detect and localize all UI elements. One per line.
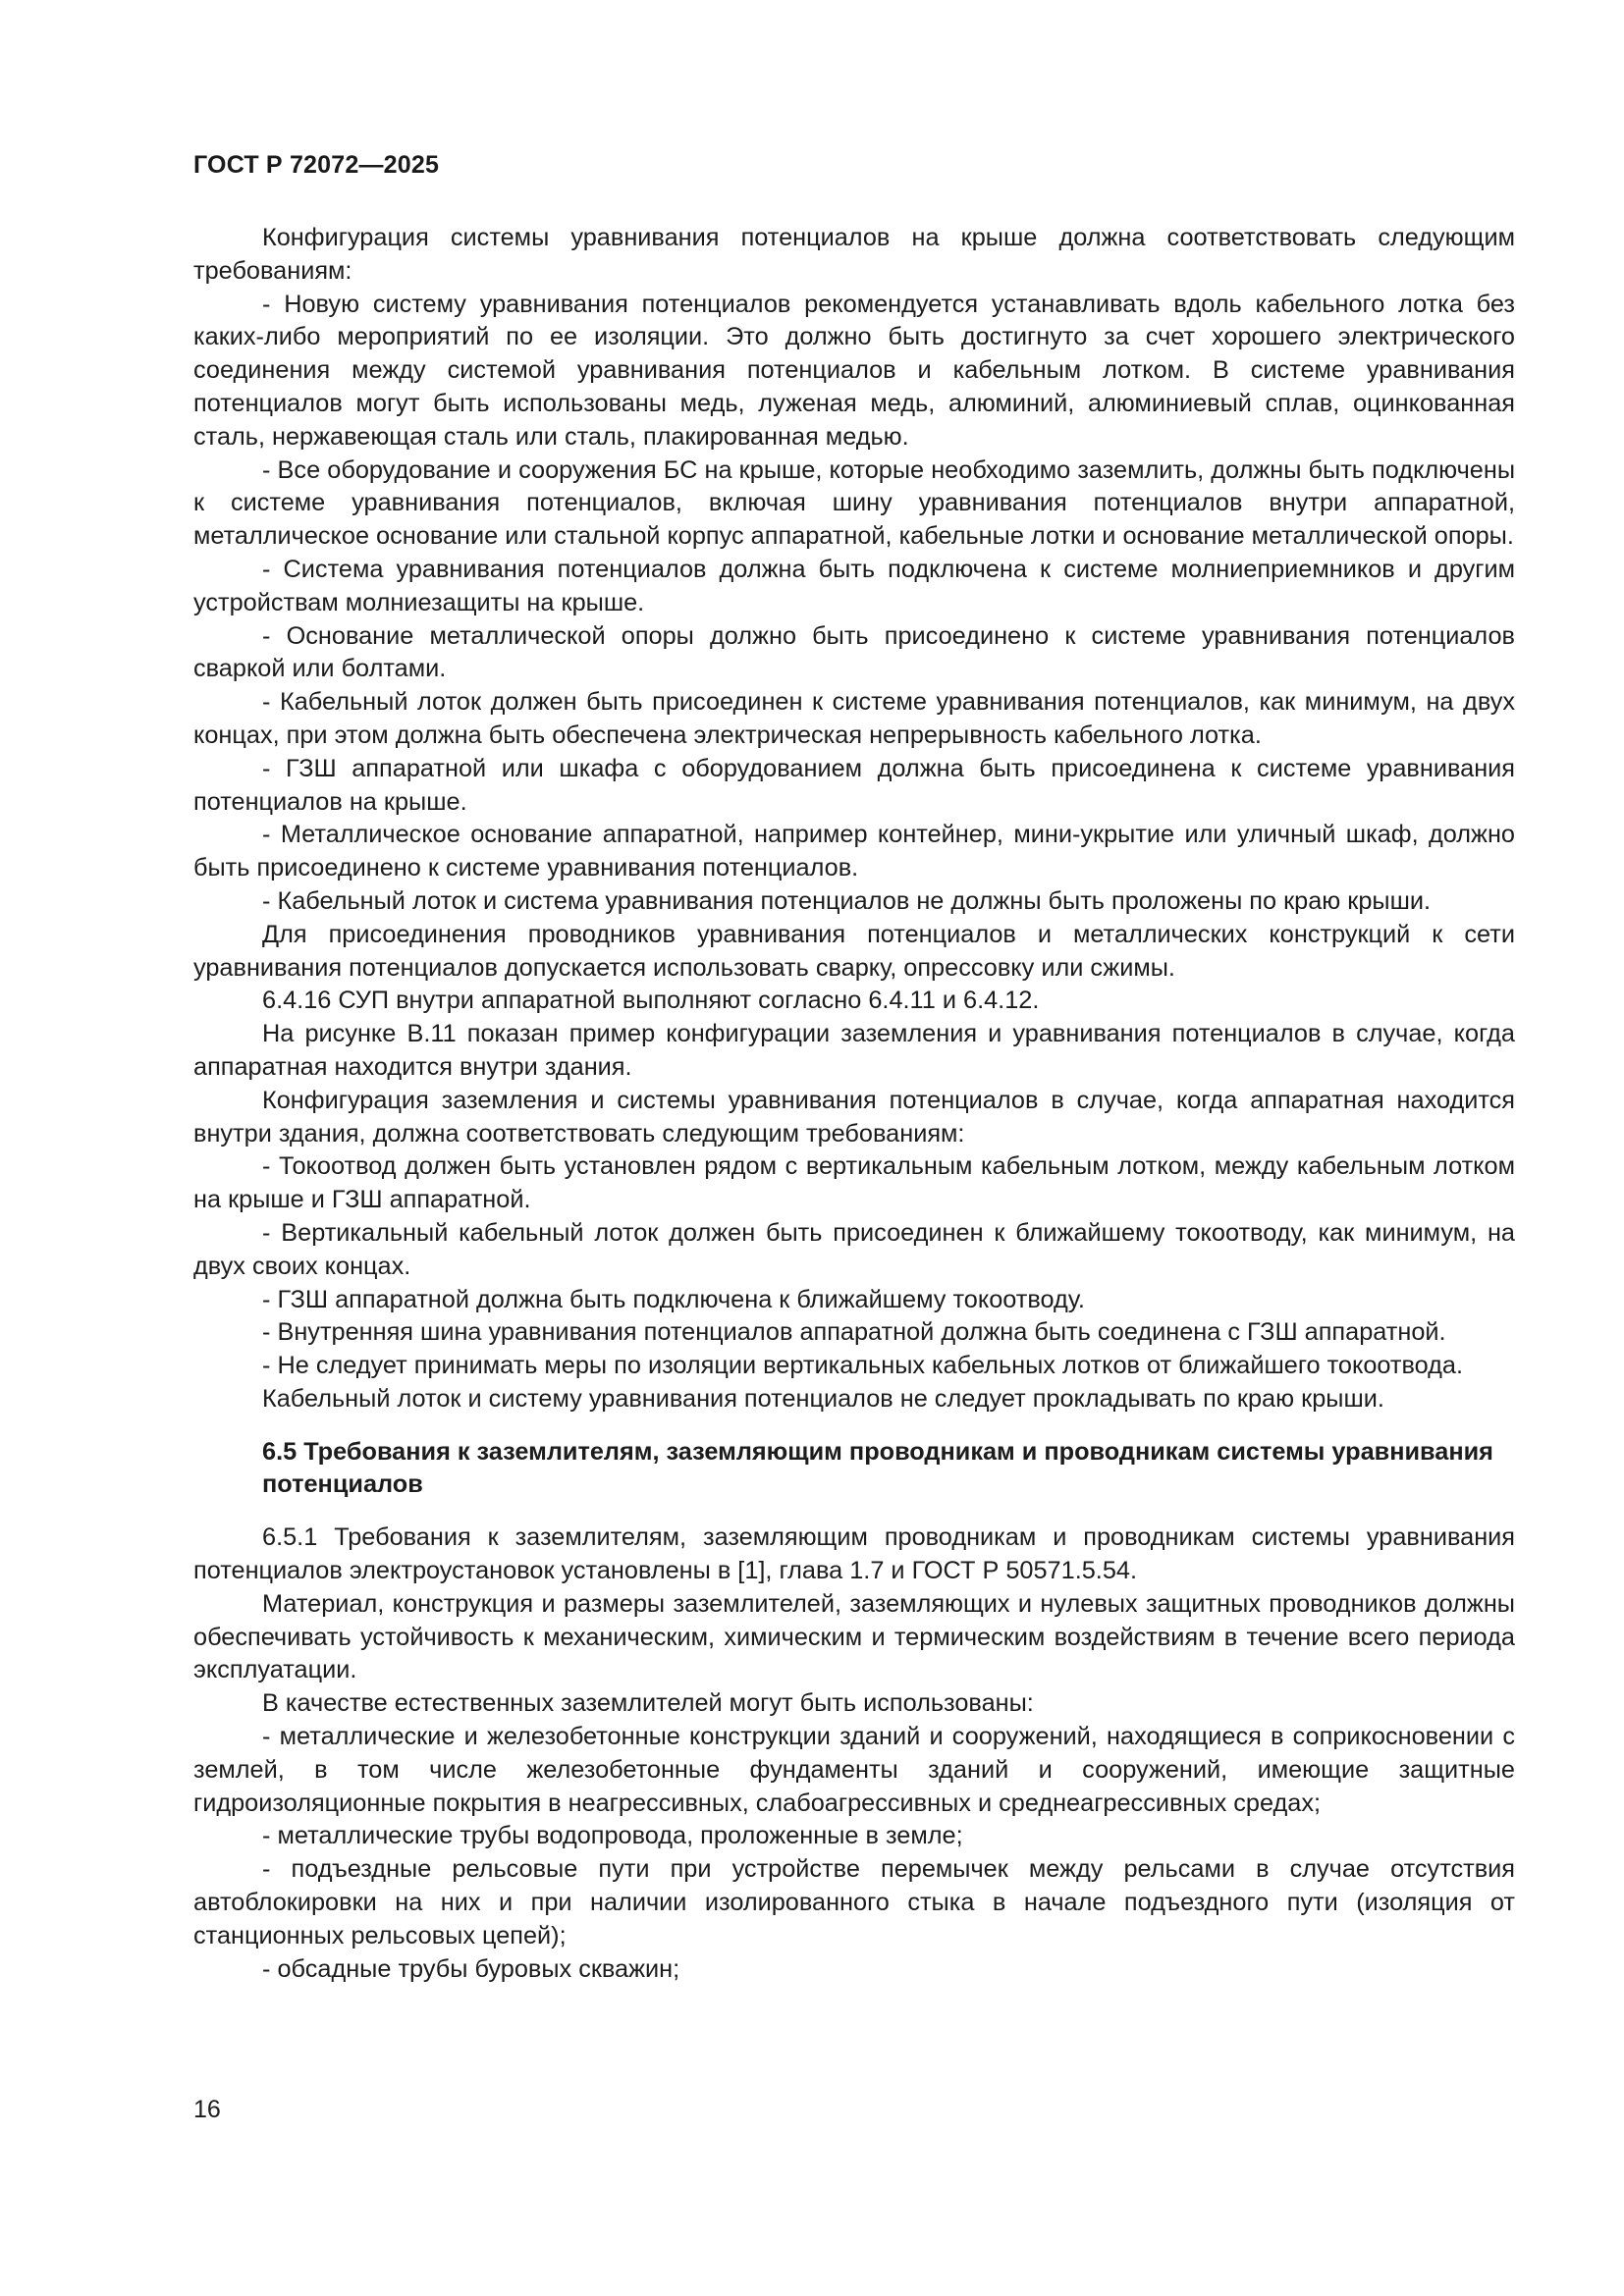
document-header: ГОСТ Р 72072—2025 [193,151,440,179]
paragraph: - обсадные трубы буровых скважин; [262,1954,680,1983]
paragraph: - Все оборудование и сооружения БС на крыше, которые необходимо заземлить, должны быть подключены к системе уравнивания потенциалов, включая шину уравнивания потенциалов внутри аппаратной, металлическое основание или стальной корпус аппаратной, кабельные лотки и основание металлической опоры. [193,455,1515,551]
paragraph: Материал, конструкция и размеры заземлителей, заземляющих и нулевых защитных проводников должны обеспечивать устойчивость к механическим, химическим и термическим воздействиям в течение всего периода эксплуатации. [193,1589,1515,1684]
paragraph: - металлические и железобетонные конструкции зданий и сооружений, находящиеся в соприкосновении с землей, в том числе железобетонные фундаменты зданий и сооружений, имеющие защитные гидроизоляционные покрытия в неагрессивных, слабоагрессивных и среднеагрессивных средах; [193,1723,1515,1817]
paragraph: - Токоотвод должен быть установлен рядом с вертикальным кабельным лотком, между кабельным лотком на крыше и ГЗШ аппаратной. [193,1152,1515,1214]
paragraph: - ГЗШ аппаратной должна быть подключена к ближайшему токоотводу. [262,1285,1085,1313]
document-body [193,222,1515,1986]
paragraph: - Вертикальный кабельный лоток должен быть присоединен к ближайшему токоотводу, как минимум, на двух своих концах. [193,1218,1515,1280]
paragraph: - металлические трубы водопровода, проложенные в земле; [262,1822,963,1850]
paragraph: - ГЗШ аппаратной или шкафа с оборудованием должна быть присоединена к системе уравнивания потенциалов на крыше. [193,754,1515,816]
paragraph: - Основание металлической опоры должно быть присоединено к системе уравнивания потенциалов сваркой или болтами. [193,621,1515,683]
paragraph: - Не следует принимать меры по изоляции вертикальных кабельных лотков от ближайшего токоотвода. [262,1352,1464,1380]
paragraph: - Новую систему уравнивания потенциалов рекомендуется устанавливать вдоль кабельного лотка без каких-либо мероприятий по ее изоляции. Это должно быть достигнуто за счет хорошего электрического соединения между системой уравнивания потенциалов и кабельным лотком. В системе уравнивания потенциалов могут быть использованы медь, луженая медь, алюминий, алюминиевый сплав, оцинкованная сталь, нержавеющая сталь или сталь, плакированная медью. [193,290,1515,451]
paragraph: 6.4.16 СУП внутри аппаратной выполняют согласно 6.4.11 и 6.4.12. [262,987,1040,1015]
paragraph: В качестве естественных заземлителей могут быть использованы: [262,1689,1034,1718]
paragraph: - подъездные рельсовые пути при устройстве перемычек между рельсами в случае отсутствия автоблокировки на них и при наличии изолированного стыка в начале подъездного пути (изоляция от станционных рельсовых цепей); [193,1855,1515,1949]
paragraph: - Внутренняя шина уравнивания потенциалов аппаратной должна быть соединена с ГЗШ аппаратной. [262,1318,1446,1347]
paragraph: - Кабельный лоток и система уравнивания потенциалов не должны быть проложены по краю крыши. [262,886,1432,915]
paragraph: Конфигурация заземления и системы уравнивания потенциалов в случае, когда аппаратная находится внутри здания, должна соответствовать следующим требованиям: [193,1086,1515,1148]
paragraph: На рисунке В.11 показан пример конфигурации заземления и уравнивания потенциалов в случае, когда аппаратная находится внутри здания. [193,1020,1515,1081]
paragraph: - Система уравнивания потенциалов должна быть подключена к системе молниеприемников и другим устройствам молниезащиты на крыше. [193,555,1515,616]
page-number: 16 [193,2096,221,2123]
paragraph: Кабельный лоток и систему уравнивания потенциалов не следует прокладывать по краю крыши. [262,1384,1384,1413]
paragraph: Для присоединения проводников уравнивания потенциалов и металлических конструкций к сети уравнивания потенциалов допускается использовать сварку, опрессовку или сжимы. [193,920,1515,982]
paragraph: Конфигурация системы уравнивания потенциалов на крыше должна соответствовать следующим требованиям: [193,224,1515,285]
paragraph: - Кабельный лоток должен быть присоединен к системе уравнивания потенциалов, как минимум, на двух концах, при этом должна быть обеспечена электрическая непрерывность кабельного лотка. [193,688,1515,749]
paragraph: - Металлическое основание аппаратной, например контейнер, мини-укрытие или уличный шкаф, должно быть присоединено к системе уравнивания потенциалов. [193,821,1515,882]
section-heading: 6.5 Требования к заземлителям, заземляющим проводникам и проводникам системы уравнивания потенциалов [262,1437,1493,1499]
paragraph: 6.5.1 Требования к заземлителям, заземляющим проводникам и проводникам системы уравнивания потенциалов электроустановок установлены в [1], глава 1.7 и ГОСТ Р 50571.5.54. [193,1523,1515,1585]
